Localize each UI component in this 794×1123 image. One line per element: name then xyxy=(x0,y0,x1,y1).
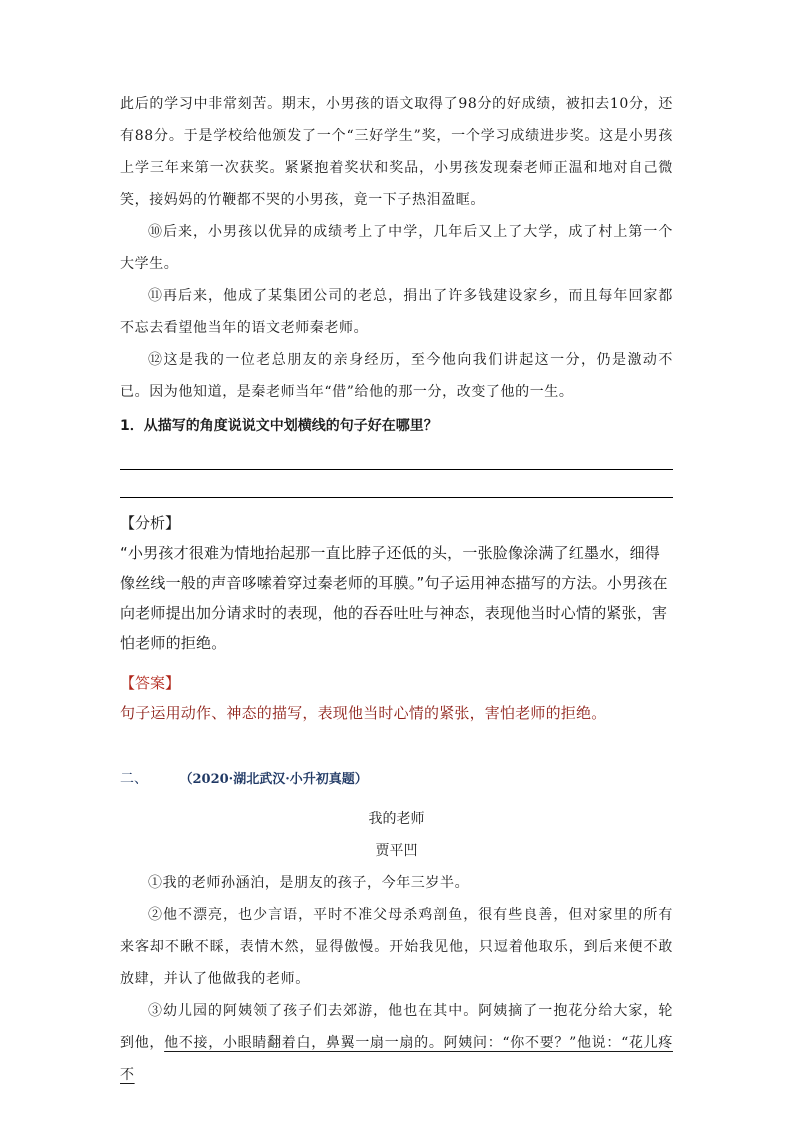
article-paragraph-2: ②他不漂亮，也少言语，平时不准父母杀鸡剖鱼，很有些良善，但对家里的所有来客却不瞅不睬，表情木然，显得傲慢。开始我见他，只逗着他取乐，到后来便不敢放肆，并认了他做我的老师。 xyxy=(120,907,673,987)
analysis-label: 【分析】 xyxy=(120,514,181,532)
question-1: 1．从描写的角度说说文中划横线的句子好在哪里？ xyxy=(120,418,438,434)
answer-label: 【答案】 xyxy=(120,674,181,692)
paragraph-10: ⑩后来，小男孩以优异的成绩考上了中学，几年后又上了大学，成了村上第一个大学生。 xyxy=(120,224,673,272)
analysis-text: “小男孩才很难为情地抬起那一直比脖子还低的头，一张脸像涂满了红墨水，细得像丝线一般的声音哆嗦着穿过秦老师的耳膜。”句子运用神态描写的方法。小男孩在向老师提出加分请求时的表现，他的吞吞吐吐与神态，表现他当时心情的紧张，害怕老师的拒绝。 xyxy=(120,544,668,652)
document-page xyxy=(120,88,673,1091)
answer-text: 句子运用动作、神态的描写，表现他当时心情的紧张，害怕老师的拒绝。 xyxy=(120,704,607,722)
article-paragraph-1: ①我的老师孙涵泊，是朋友的孩子，今年三岁半。 xyxy=(148,875,470,891)
section-2-header xyxy=(120,764,673,795)
answer-line-1 xyxy=(120,442,673,470)
underlined-sentence: 他不接，小眼睛翻着白，鼻翼一扇一扇的。阿姨问：“你不要？”他说：“花儿疼不 xyxy=(120,1035,673,1083)
paragraph-12: ⑫这是我的一位老总朋友的亲身经历，至今他向我们讲起这一分，仍是激动不已。因为他知道，是秦老师当年“借”给他的那一分，改变了他的一生。 xyxy=(120,352,673,400)
paragraph-11: ⑪再后来，他成了某集团公司的老总，捐出了许多钱建设家乡，而且每年回家都不忘去看望他当年的语文老师秦老师。 xyxy=(120,288,673,336)
article-paragraph-3 xyxy=(120,995,673,1091)
article-paragraph-3-start: ③幼儿园的阿姨领了孩子们去郊游，他也在其中。阿姨摘了一抱花分给大家，轮到他， xyxy=(120,1003,673,1051)
section-number: 二、 xyxy=(120,771,148,787)
answer-line-2 xyxy=(120,470,673,498)
article-author: 贾平凹 xyxy=(375,843,418,859)
section-source: （2020·湖北武汉·小升初真题） xyxy=(186,772,368,787)
article-title: 我的老师 xyxy=(368,811,425,827)
paragraph-intro: 此后的学习中非常刻苦。期末，小男孩的语文取得了98分的好成绩，被扣去10分，还有88分。于是学校给他颁发了一个“三好学生”奖，一个学习成绩进步奖。这是小男孩上学三年来第一次获奖。紧紧抱着奖状和奖品，小男孩发现秦老师正温和地对自己微笑，接妈妈的竹鞭都不哭的小男孩，竟一下子热泪盈眶。 xyxy=(120,96,673,208)
